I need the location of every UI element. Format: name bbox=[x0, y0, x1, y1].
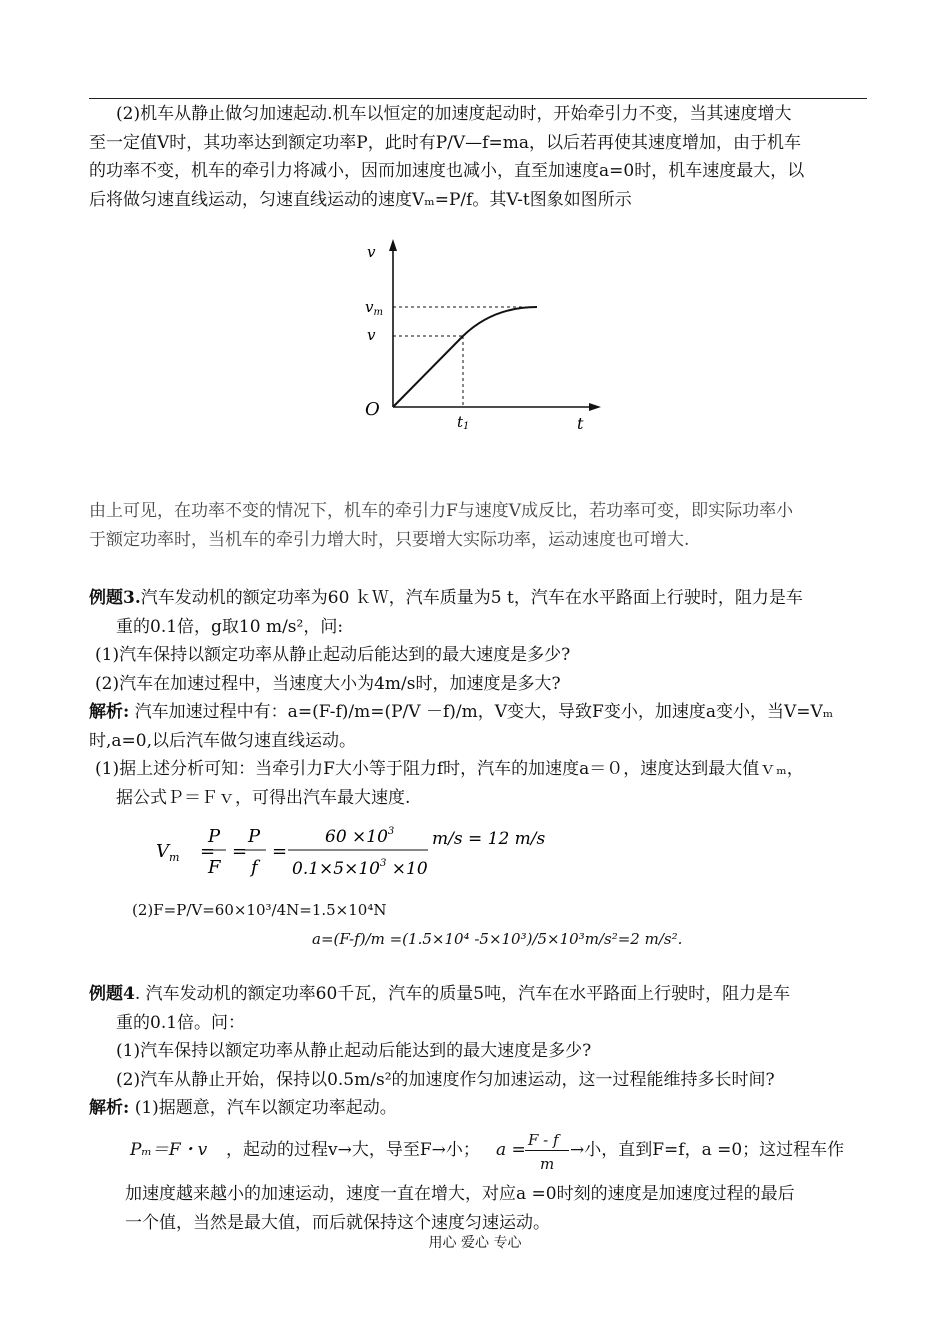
conclusion-paragraph bbox=[89, 497, 867, 554]
section-2-line-2: 至一定值V时，其功率达到额定功率P，此时有P/V—f=ma，以后若再使其速度增加，由于机车 bbox=[89, 132, 801, 153]
formula-numerator: $60 \times 10^3$ bbox=[325, 826, 395, 847]
example-4-label: 例题4 bbox=[89, 984, 135, 1004]
t1-label: t1 bbox=[457, 413, 470, 432]
a-formula-numerator: F - f bbox=[528, 1131, 559, 1149]
example-3-line-1: 汽车发动机的额定功率为60 ｋＷ，汽车质量为5 t，汽车在水平路面上行驶时，阻力是车 bbox=[140, 588, 803, 608]
example-3 bbox=[89, 584, 867, 812]
example-3-analysis-2: 时,a=0,以后汽车做匀速直线运动。 bbox=[89, 730, 357, 751]
origin-label: O bbox=[365, 399, 380, 420]
example-4-question-1: (1)汽车保持以额定功率从静止起动后能达到的最大速度是多少? bbox=[116, 1041, 592, 1061]
example-3-analysis-label: 解析: bbox=[89, 702, 130, 722]
formula-p-2: P bbox=[248, 826, 261, 847]
top-rule bbox=[89, 98, 867, 99]
section-2-line-3: 的功率不变，机车的牵引力将减小，因而加速度也减小，直至加速度a=0时，机车速度最大，以 bbox=[89, 161, 805, 181]
velocity-curve bbox=[393, 307, 537, 407]
example-4-analysis-label: 解析: bbox=[89, 1098, 130, 1118]
example-4-conclusion bbox=[125, 1180, 870, 1237]
formula-f-upper: F bbox=[208, 857, 221, 878]
formula-f-lower: f bbox=[251, 857, 258, 878]
conclusion-line-2: 于额定功率时，当机车的牵引力增大时，只要增大实际功率，运动速度也可增大. bbox=[89, 529, 690, 550]
example-3-question-2: (2)汽车在加速过程中，当速度大小为4m/s时，加速度是多大? bbox=[95, 673, 561, 694]
svg-text:=: = bbox=[200, 841, 216, 862]
a-formula-denominator: m bbox=[540, 1155, 555, 1173]
example-3-answer-1-line-2: 据公式Ｐ＝Ｆｖ，可得出汽车最大速度. bbox=[116, 787, 411, 808]
example-4-line-1: . 汽车发动机的额定功率60千瓦，汽车的质量5吨，汽车在水平路面上行驶时，阻力是车 bbox=[134, 984, 791, 1004]
example-4-analysis-1: (1)据题意，汽车以额定功率起动。 bbox=[134, 1098, 397, 1118]
example-4-pm-line bbox=[130, 1126, 870, 1176]
v-t-graph bbox=[355, 235, 605, 435]
example-3-line-2: 重的0.1倍，g取10 m/s²，问: bbox=[116, 616, 344, 637]
pm-text-2: →小，直到F=f，a =0；这过程车作 bbox=[570, 1140, 845, 1160]
example-3-question-1: (1)汽车保持以额定功率从静止起动后能达到的最大速度是多少? bbox=[95, 645, 571, 665]
pm-text: ，起动的过程v→大，导至F→小； bbox=[226, 1140, 480, 1160]
pm-formula: Pₘ＝F・v bbox=[130, 1140, 208, 1160]
section-2-line-4: 后将做匀速直线运动，匀速直线运动的速度Vₘ=P/f。其V-t图象如图所示 bbox=[89, 189, 632, 210]
section-2-line-1: (2)机车从静止做匀加速起动.机车以恒定的加速度起动时，开始牵引力不变，当其速度增大 bbox=[116, 104, 792, 124]
vm-label: $v_m$ bbox=[365, 298, 383, 318]
x-axis-arrow bbox=[589, 403, 601, 411]
a-formula-lhs: a = bbox=[496, 1140, 526, 1160]
formula-denominator: $0.1\times 5\times 10^3 \times 10$ bbox=[292, 858, 428, 879]
formula-result: m/s = 12 m/s bbox=[432, 829, 546, 849]
example-3-answer-2-line-1: (2)F=P/V=60×10³/4N=1.5×10⁴N bbox=[132, 901, 387, 919]
example-3-answer-1-line-1: (1)据上述分析可知：当牵引力F大小等于阻力f时，汽车的加速度a＝０，速度达到最大值ｖₘ， bbox=[95, 759, 804, 779]
max-speed-formula bbox=[150, 818, 710, 888]
example-3-label: 例题3. bbox=[89, 588, 141, 608]
svg-text:=: = bbox=[272, 841, 288, 862]
example-4-question-2: (2)汽车从静止开始，保持以0.5m/s²的加速度作匀加速运动，这一过程能维持多长时间? bbox=[116, 1069, 775, 1090]
formula-p-1: P bbox=[208, 826, 221, 847]
example-4-line-2: 重的0.1倍。问： bbox=[116, 1012, 246, 1033]
example-3-analysis-1: 汽车加速过程中有：a=(F-f)/m=(P/V －f)/m，V变大，导致F变小，加速度a变小，当V=Vₘ bbox=[134, 702, 834, 722]
y-axis-label: v bbox=[367, 243, 376, 261]
svg-text:=: = bbox=[232, 841, 248, 862]
formula-vm: $V_m$ bbox=[156, 841, 180, 864]
example-4-line-3: 加速度越来越小的加速运动，速度一直在增大，对应a =0时刻的速度是加速度过程的最后 bbox=[125, 1184, 795, 1204]
section-2-paragraph bbox=[89, 100, 867, 214]
page-footer: 用心 爱心 专心 bbox=[428, 1235, 522, 1251]
x-axis-label: t bbox=[577, 414, 584, 433]
example-4 bbox=[89, 980, 867, 1123]
example-3-answer-2 bbox=[132, 896, 832, 953]
example-4-line-4: 一个值，当然是最大值，而后就保持这个速度匀速运动。 bbox=[125, 1212, 550, 1233]
y-axis-arrow bbox=[389, 239, 397, 251]
example-3-answer-2-line-2: a=(F-f)/m =(1.5×10⁴ -5×10³)/5×10³m/s²=2 m/s². bbox=[312, 929, 683, 948]
v-label: v bbox=[367, 326, 376, 344]
conclusion-line-1: 由上可见，在功率不变的情况下，机车的牵引力F与速度V成反比，若功率可变，即实际功率小 bbox=[89, 501, 794, 521]
